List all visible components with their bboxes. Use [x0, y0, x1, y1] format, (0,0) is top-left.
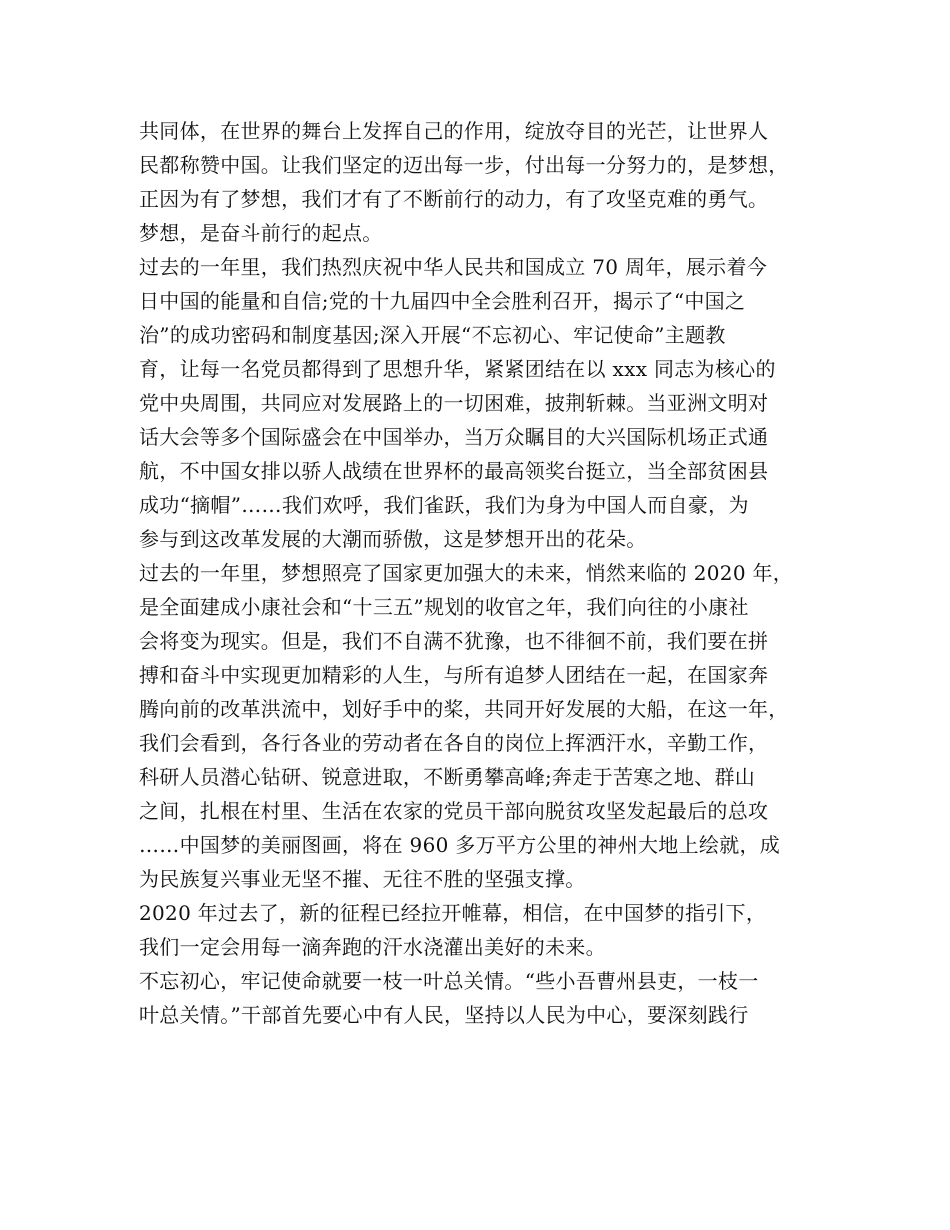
text-line: 正因为有了梦想，我们才有了不断前行的动力，有了攻坚克难的勇气。 — [139, 187, 769, 211]
text-line: 育，让每一名党员都得到了思想升华，紧紧团结在以 xxx 同志为核心的 — [139, 357, 776, 381]
text-line: 话大会等多个国际盛会在中国举办，当万众瞩目的大兴国际机场正式通 — [139, 425, 769, 449]
text-line: 我们会看到，各行各业的劳动者在各自的岗位上挥洒汗水，辛勤工作， — [139, 731, 769, 755]
text-line: 腾向前的改革洪流中，划好手中的桨，共同开好发展的大船，在这一年， — [139, 697, 789, 721]
document-body — [139, 114, 839, 1032]
text-line: 梦想，是奋斗前行的起点。 — [139, 221, 383, 245]
text-line: 叶总关情。”干部首先要心中有人民，坚持以人民为中心，要深刻践行 — [139, 1003, 749, 1027]
text-line: 是全面建成小康社会和“十三五”规划的收官之年，我们向往的小康社 — [139, 595, 749, 619]
text-line: 搏和奋斗中实现更加精彩的人生，与所有追梦人团结在一起，在国家奔 — [139, 663, 769, 687]
text-line: 之间，扎根在村里、生活在农家的党员干部向脱贫攻坚发起最后的总攻 — [139, 799, 769, 823]
text-line: ……中国梦的美丽图画，将在 960 多万平方公里的神州大地上绘就，成 — [139, 833, 781, 857]
text-line: 成功“摘帽”……我们欢呼，我们雀跃，我们为身为中国人而自豪，为 — [139, 493, 749, 517]
text-line: 科研人员潜心钻研、锐意进取，不断勇攀高峰;奔走于苦寒之地、群山 — [139, 765, 756, 789]
text-line: 过去的一年里，梦想照亮了国家更加强大的未来，悄然来临的 2020 年， — [139, 561, 794, 585]
text-line: 为民族复兴事业无坚不摧、无往不胜的坚强支撑。 — [139, 867, 586, 891]
text-line: 共同体，在世界的舞台上发挥自己的作用，绽放夺目的光芒，让世界人 — [139, 119, 769, 143]
text-line: 日中国的能量和自信;党的十九届四中全会胜利召开，揭示了“中国之 — [139, 289, 746, 313]
text-line: 参与到这改革发展的大潮而骄傲，这是梦想开出的花朵。 — [139, 527, 647, 551]
text-line: 会将变为现实。但是，我们不自满不犹豫，也不徘徊不前，我们要在拼 — [139, 629, 769, 653]
text-line: 治”的成功密码和制度基因;深入开展“不忘初心、牢记使命”主题教 — [139, 323, 726, 347]
text-line: 过去的一年里，我们热烈庆祝中华人民共和国成立 70 周年，展示着今 — [139, 255, 768, 279]
text-line: 2020 年过去了，新的征程已经拉开帷幕，相信，在中国梦的指引下， — [139, 901, 767, 925]
text-line: 不忘初心，牢记使命就要一枝一叶总关情。“些小吾曹州县吏，一枝一 — [139, 969, 759, 993]
text-line: 航，不中国女排以骄人战绩在世界杯的最高领奖台挺立，当全部贫困县 — [139, 459, 769, 483]
text-line: 民都称赞中国。让我们坚定的迈出每一步，付出每一分努力的，是梦想， — [139, 153, 789, 177]
text-line: 我们一定会用每一滴奔跑的汗水浇灌出美好的未来。 — [139, 935, 606, 959]
text-line: 党中央周围，共同应对发展路上的一切困难，披荆斩棘。当亚洲文明对 — [139, 391, 769, 415]
